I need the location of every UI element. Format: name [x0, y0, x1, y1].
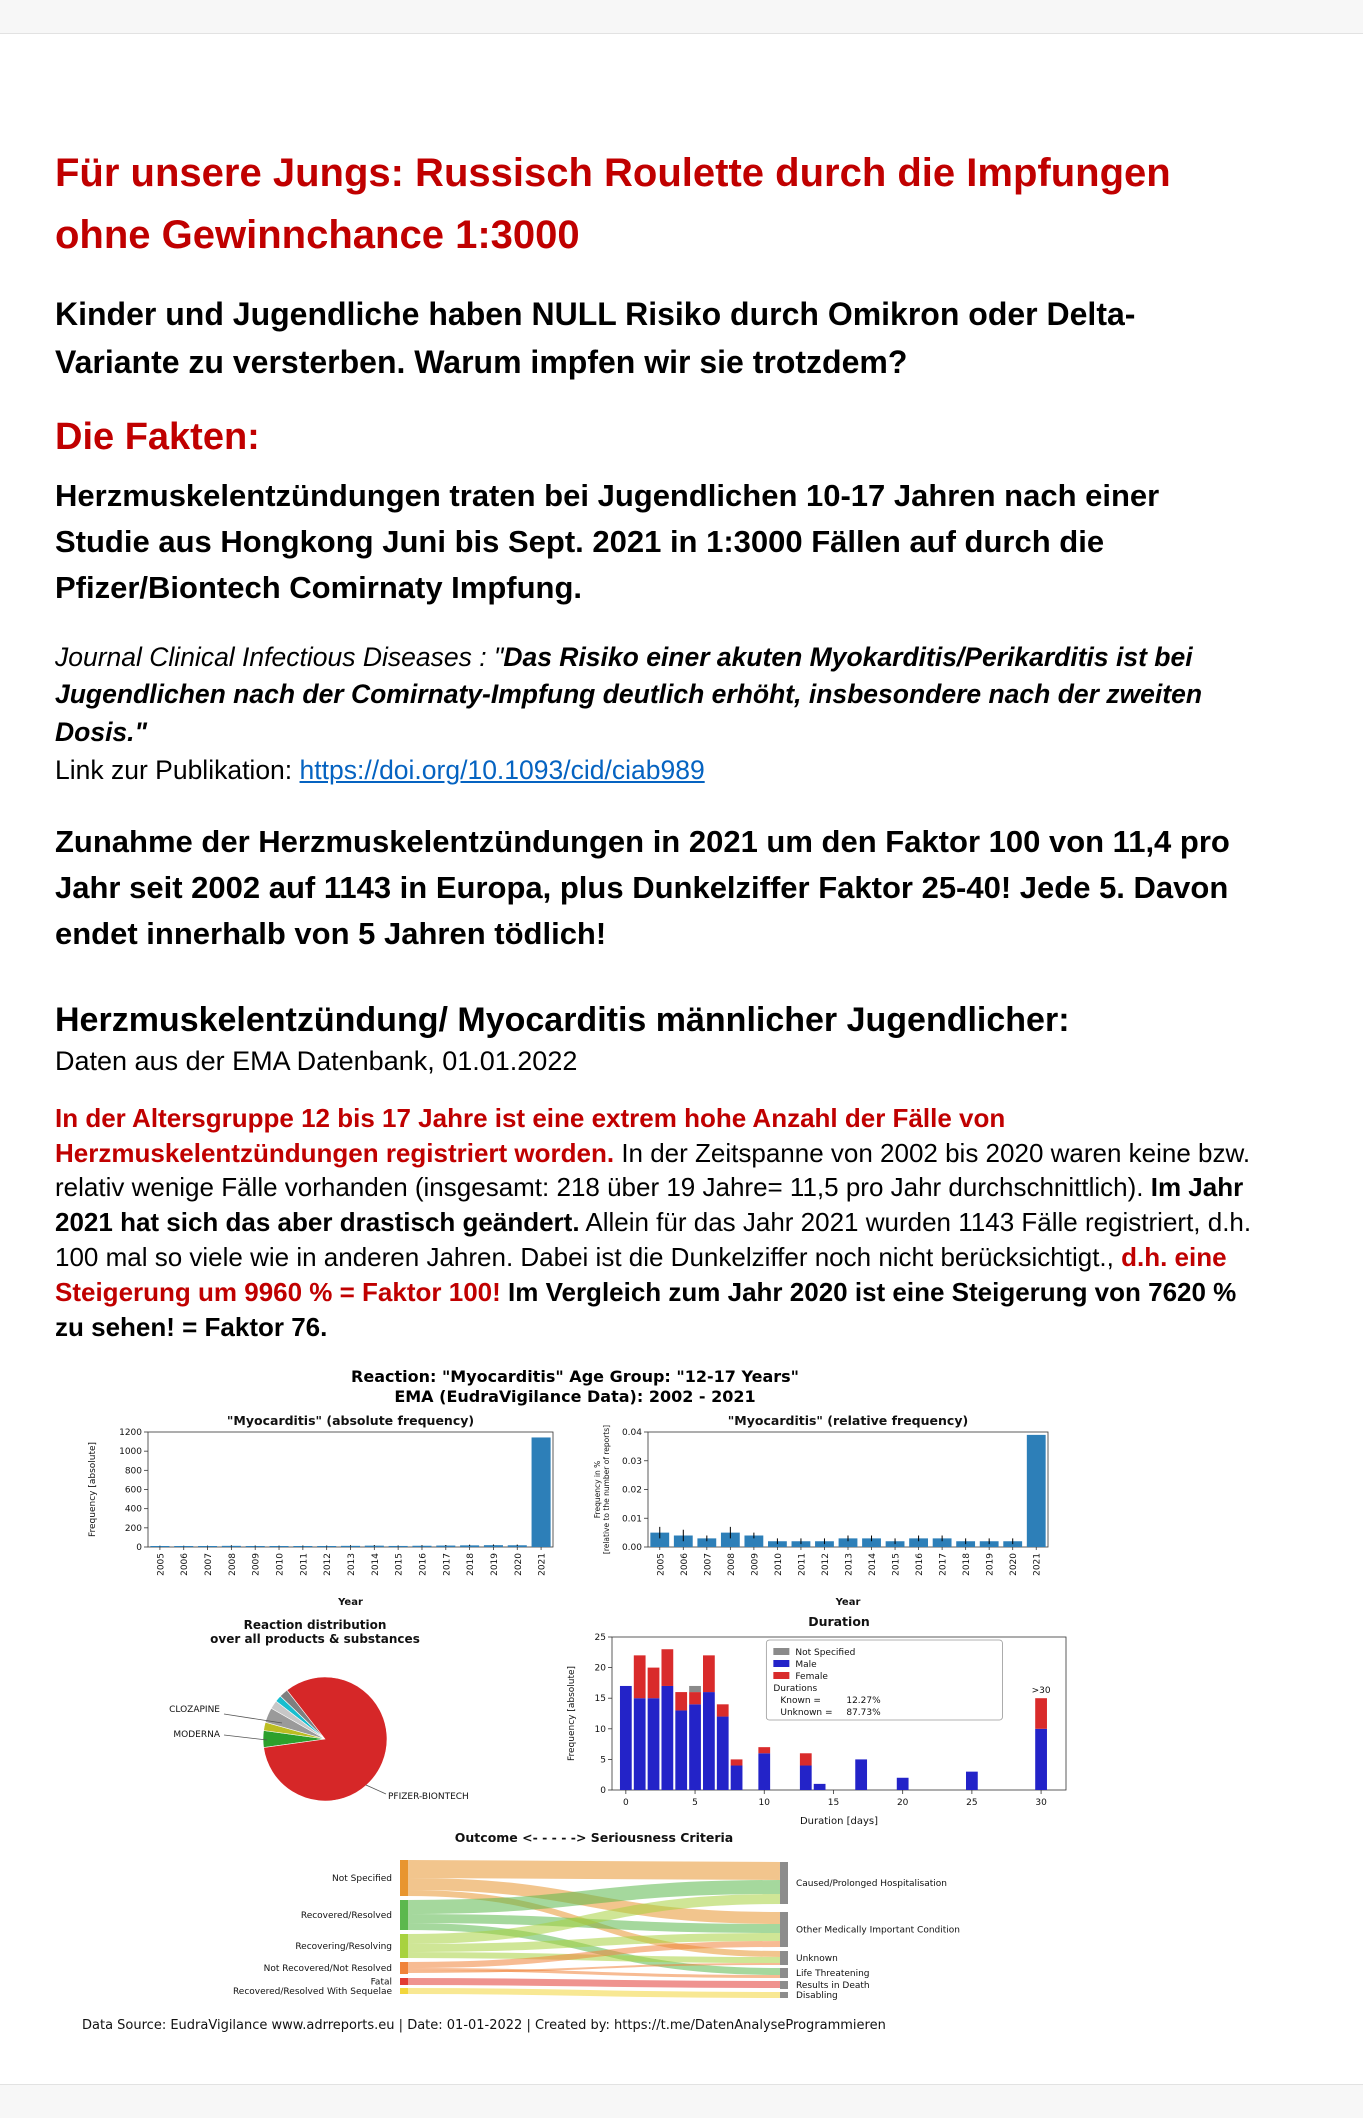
- svg-text:25: 25: [966, 1798, 978, 1809]
- analysis-segment: Im Jahr 2021 hat sich das aber drastisch geändert.: [55, 1172, 1244, 1238]
- svg-text:15: 15: [594, 1694, 606, 1705]
- svg-text:2005: 2005: [156, 1553, 167, 1577]
- svg-text:0: 0: [622, 1798, 629, 1809]
- svg-text:400: 400: [124, 1504, 142, 1515]
- svg-text:Caused/Prolonged Hospitalisati: Caused/Prolonged Hospitalisation: [796, 1879, 947, 1890]
- journal-quote: Das Risiko einer akuten Myokarditis/Perikarditis ist bei Jugendlichen nach der Comirnaty-Impfung deutlich erhöht, insbesondere nach der zweiten Dosis: [55, 641, 1203, 747]
- svg-text:Known =: Known =: [780, 1696, 821, 1707]
- svg-text:Recovering/Resolving: Recovering/Resolving: [295, 1942, 392, 1953]
- svg-text:2021: 2021: [537, 1553, 548, 1577]
- svg-text:Male: Male: [795, 1660, 817, 1671]
- svg-text:2005: 2005: [656, 1553, 667, 1577]
- svg-text:Female: Female: [795, 1672, 828, 1683]
- svg-text:2007: 2007: [703, 1553, 714, 1577]
- figure-title-line1: Reaction: "Myocarditis" Age Group: "12-17 Years": [351, 1366, 799, 1386]
- analysis-segment: Im Vergleich zum Jahr 2020 ist eine Steigerung von 7620 % zu sehen! = Faktor 76.: [55, 1276, 1237, 1342]
- svg-text:2019: 2019: [489, 1553, 500, 1577]
- svg-text:[relative to the number of rep: [relative to the number of reports]: [602, 1425, 611, 1555]
- outcome-seriousness-sankey: [70, 1830, 1080, 2008]
- svg-text:2014: 2014: [370, 1553, 381, 1577]
- svg-text:2008: 2008: [227, 1553, 238, 1577]
- svg-text:1200: 1200: [119, 1428, 142, 1439]
- svg-text:Not Specified: Not Specified: [332, 1874, 392, 1885]
- page-edge-bottom: [0, 2084, 1363, 2118]
- svg-text:2015: 2015: [394, 1553, 405, 1577]
- svg-text:0.01: 0.01: [621, 1514, 642, 1525]
- svg-text:2006: 2006: [180, 1553, 191, 1577]
- svg-text:Disabling: Disabling: [796, 1991, 838, 2002]
- svg-text:20: 20: [594, 1663, 606, 1674]
- svg-text:Durations: Durations: [773, 1684, 818, 1695]
- svg-text:25: 25: [594, 1633, 606, 1644]
- reaction-distribution-pie-chart: [70, 1615, 540, 1830]
- section-subtitle: Daten aus der EMA Datenbank, 01.01.2022: [55, 1045, 578, 1076]
- absolute-frequency-bar-chart: [80, 1414, 565, 1609]
- figure-caption: Data Source: EudraVigilance www.adrreports.eu | Date: 01-01-2022 | Created by: https://t.me/DatenAnalyseProgrammieren: [82, 2018, 886, 2034]
- svg-text:Duration: Duration: [808, 1615, 870, 1630]
- analysis-segment: In der Altersgruppe 12 bis 17 Jahre ist eine extrem hohe Anzahl der Fälle von Herzmuskelentzündungen registriert worden.: [55, 1102, 1006, 1168]
- svg-text:0: 0: [600, 1786, 606, 1797]
- svg-text:Results in Death: Results in Death: [796, 1981, 870, 1992]
- svg-text:PFIZER-BIONTECH: PFIZER-BIONTECH: [388, 1792, 469, 1803]
- svg-text:2020: 2020: [513, 1553, 524, 1577]
- facts-heading: Die Fakten:: [55, 416, 260, 458]
- svg-text:2009: 2009: [251, 1553, 262, 1577]
- svg-text:CLOZAPINE: CLOZAPINE: [169, 1705, 220, 1716]
- svg-text:15: 15: [827, 1798, 840, 1809]
- svg-text:12.27%: 12.27%: [846, 1696, 881, 1707]
- svg-text:2008: 2008: [726, 1553, 737, 1577]
- page-edge-top: [0, 0, 1363, 34]
- svg-text:Reaction distribution: Reaction distribution: [243, 1618, 387, 1633]
- svg-text:Duration [days]: Duration [days]: [799, 1816, 879, 1828]
- svg-text:10: 10: [758, 1798, 770, 1809]
- svg-text:2016: 2016: [418, 1553, 429, 1577]
- svg-text:600: 600: [124, 1485, 142, 1496]
- svg-text:2011: 2011: [299, 1553, 310, 1577]
- svg-text:Fatal: Fatal: [370, 1977, 392, 1988]
- svg-text:2012: 2012: [323, 1553, 334, 1577]
- svg-text:0.02: 0.02: [621, 1485, 642, 1496]
- svg-text:2017: 2017: [442, 1553, 453, 1577]
- svg-text:2010: 2010: [275, 1553, 286, 1577]
- analysis-segment: d.h. eine Steigerung um 9960 % = Faktor 100!: [55, 1242, 1227, 1307]
- analysis-segment: Allein für das Jahr 2021 wurden 1143 Fälle registriert, d.h. 100 mal so viele wie in anderen Jahren. Dabei ist die Dunkelziffer noch nicht berücksichtigt.,: [55, 1207, 1252, 1273]
- svg-text:2015: 2015: [891, 1553, 902, 1577]
- svg-text:Outcome <- - - - -> Seriou: Outcome <- - - - -> Seriousness Criteria: [454, 1830, 734, 1846]
- svg-text:2021: 2021: [1032, 1553, 1043, 1577]
- analysis-paragraph: [55, 1101, 1260, 1345]
- journal-quote-close: .": [127, 716, 148, 747]
- svg-text:2012: 2012: [820, 1553, 831, 1577]
- intro-paragraph: Kinder und Jugendliche haben NULL Risiko durch Omikron oder Delta-Variante zu versterben. Warum impfen wir sie trotzdem?: [55, 296, 1136, 380]
- journal-reference-paragraph: [55, 639, 1250, 790]
- svg-text:2019: 2019: [985, 1553, 996, 1577]
- svg-text:>30: >30: [1031, 1686, 1051, 1697]
- svg-text:30: 30: [1035, 1798, 1047, 1809]
- svg-text:2010: 2010: [773, 1553, 784, 1577]
- svg-text:Frequency [absolute]: Frequency [absolute]: [88, 1442, 98, 1538]
- frequency-charts-row: [80, 1414, 1080, 1609]
- journal-name: Journal Clinical Infectious Diseases : ": [55, 641, 504, 672]
- svg-text:2018: 2018: [466, 1553, 477, 1577]
- svg-text:Life Threatening: Life Threatening: [796, 1969, 870, 1980]
- svg-text:2013: 2013: [347, 1553, 357, 1577]
- relative-frequency-bar-chart: [590, 1414, 1060, 1609]
- svg-text:2017: 2017: [938, 1553, 949, 1577]
- svg-text:5: 5: [600, 1755, 606, 1766]
- svg-text:0.00: 0.00: [621, 1543, 642, 1554]
- ema-figure: [70, 1367, 1080, 2034]
- svg-text:2018: 2018: [962, 1553, 973, 1577]
- svg-text:Unknown =: Unknown =: [780, 1708, 833, 1719]
- svg-text:2013: 2013: [844, 1553, 855, 1577]
- document-title: Für unsere Jungs: Russisch Roulette durch die Impfungen ohne Gewinnchance 1:3000: [55, 151, 1171, 257]
- svg-text:2016: 2016: [915, 1553, 926, 1577]
- svg-text:MODERNA: MODERNA: [173, 1730, 220, 1741]
- svg-text:2020: 2020: [1009, 1553, 1020, 1577]
- svg-text:2009: 2009: [750, 1553, 761, 1577]
- analysis-segment: In der Zeitspanne von 2002 bis 2020 waren keine bzw. relativ wenige Fälle vorhanden (insgesamt: 218 über 19 Jahre= 11,5 pro Jahr durchschnittlich).: [55, 1137, 1251, 1203]
- facts-paragraph: Herzmuskelentzündungen traten bei Jugendlichen 10-17 Jahren nach einer Studie aus Hongkong Juni bis Sept. 2021 in 1:3000 Fällen auf durch die Pfizer/Biontech Comirnaty Impfung.: [55, 478, 1160, 605]
- increase-paragraph: Zunahme der Herzmuskelentzündungen in 2021 um den Faktor 100 von 11,4 pro Jahr seit 2002 auf 1143 in Europa, plus Dunkelziffer Faktor 25-40! Jede 5. Davon endet innerhalb von 5 Jahren tödlich!: [55, 824, 1230, 951]
- svg-text:Recovered/Resolved With Sequel: Recovered/Resolved With Sequelae: [232, 1987, 392, 1998]
- svg-text:Year: Year: [835, 1597, 861, 1609]
- publication-link-label: Link zur Publikation:: [55, 754, 300, 785]
- svg-text:over all products & substances: over all products & substances: [210, 1632, 420, 1647]
- svg-text:2006: 2006: [679, 1553, 690, 1577]
- pie-and-duration-row: [70, 1615, 1080, 1830]
- svg-text:10: 10: [594, 1724, 606, 1735]
- svg-text:0.04: 0.04: [621, 1428, 642, 1439]
- svg-text:2007: 2007: [204, 1553, 215, 1577]
- svg-text:Recovered/Resolved: Recovered/Resolved: [300, 1911, 392, 1922]
- svg-text:Other Medically Important Cond: Other Medically Important Condition: [796, 1925, 961, 1936]
- svg-text:200: 200: [124, 1523, 142, 1534]
- svg-text:Not Recovered/Not Resolved: Not Recovered/Not Resolved: [263, 1964, 392, 1975]
- svg-text:800: 800: [124, 1466, 142, 1477]
- svg-text:0.03: 0.03: [621, 1456, 642, 1467]
- svg-text:5: 5: [692, 1798, 698, 1809]
- publication-link[interactable]: https://doi.org/10.1093/cid/ciab989: [299, 754, 705, 785]
- svg-text:87.73%: 87.73%: [846, 1708, 881, 1719]
- svg-text:"Myocarditis" (absolute freque: "Myocarditis" (absolute frequency): [226, 1414, 475, 1429]
- svg-text:Not Specified: Not Specified: [795, 1648, 856, 1659]
- svg-text:1000: 1000: [119, 1447, 142, 1458]
- svg-text:Unknown: Unknown: [796, 1954, 838, 1965]
- svg-text:20: 20: [896, 1798, 909, 1809]
- svg-text:0: 0: [136, 1543, 142, 1554]
- svg-text:Frequency [absolute]: Frequency [absolute]: [567, 1666, 577, 1762]
- svg-text:2014: 2014: [868, 1553, 879, 1577]
- duration-stacked-bar-chart: [560, 1615, 1080, 1830]
- svg-text:Frequency in %: Frequency in %: [593, 1460, 602, 1519]
- svg-text:2011: 2011: [797, 1553, 808, 1577]
- svg-text:"Myocarditis" (relative freque: "Myocarditis" (relative frequency): [727, 1414, 969, 1429]
- section-heading: Herzmuskelentzündung/ Myocarditis männlicher Jugendlicher:: [55, 1000, 1070, 1039]
- figure-title-line2: EMA (EudraVigilance Data): 2002 - 2021: [394, 1387, 756, 1407]
- svg-text:Year: Year: [338, 1597, 363, 1609]
